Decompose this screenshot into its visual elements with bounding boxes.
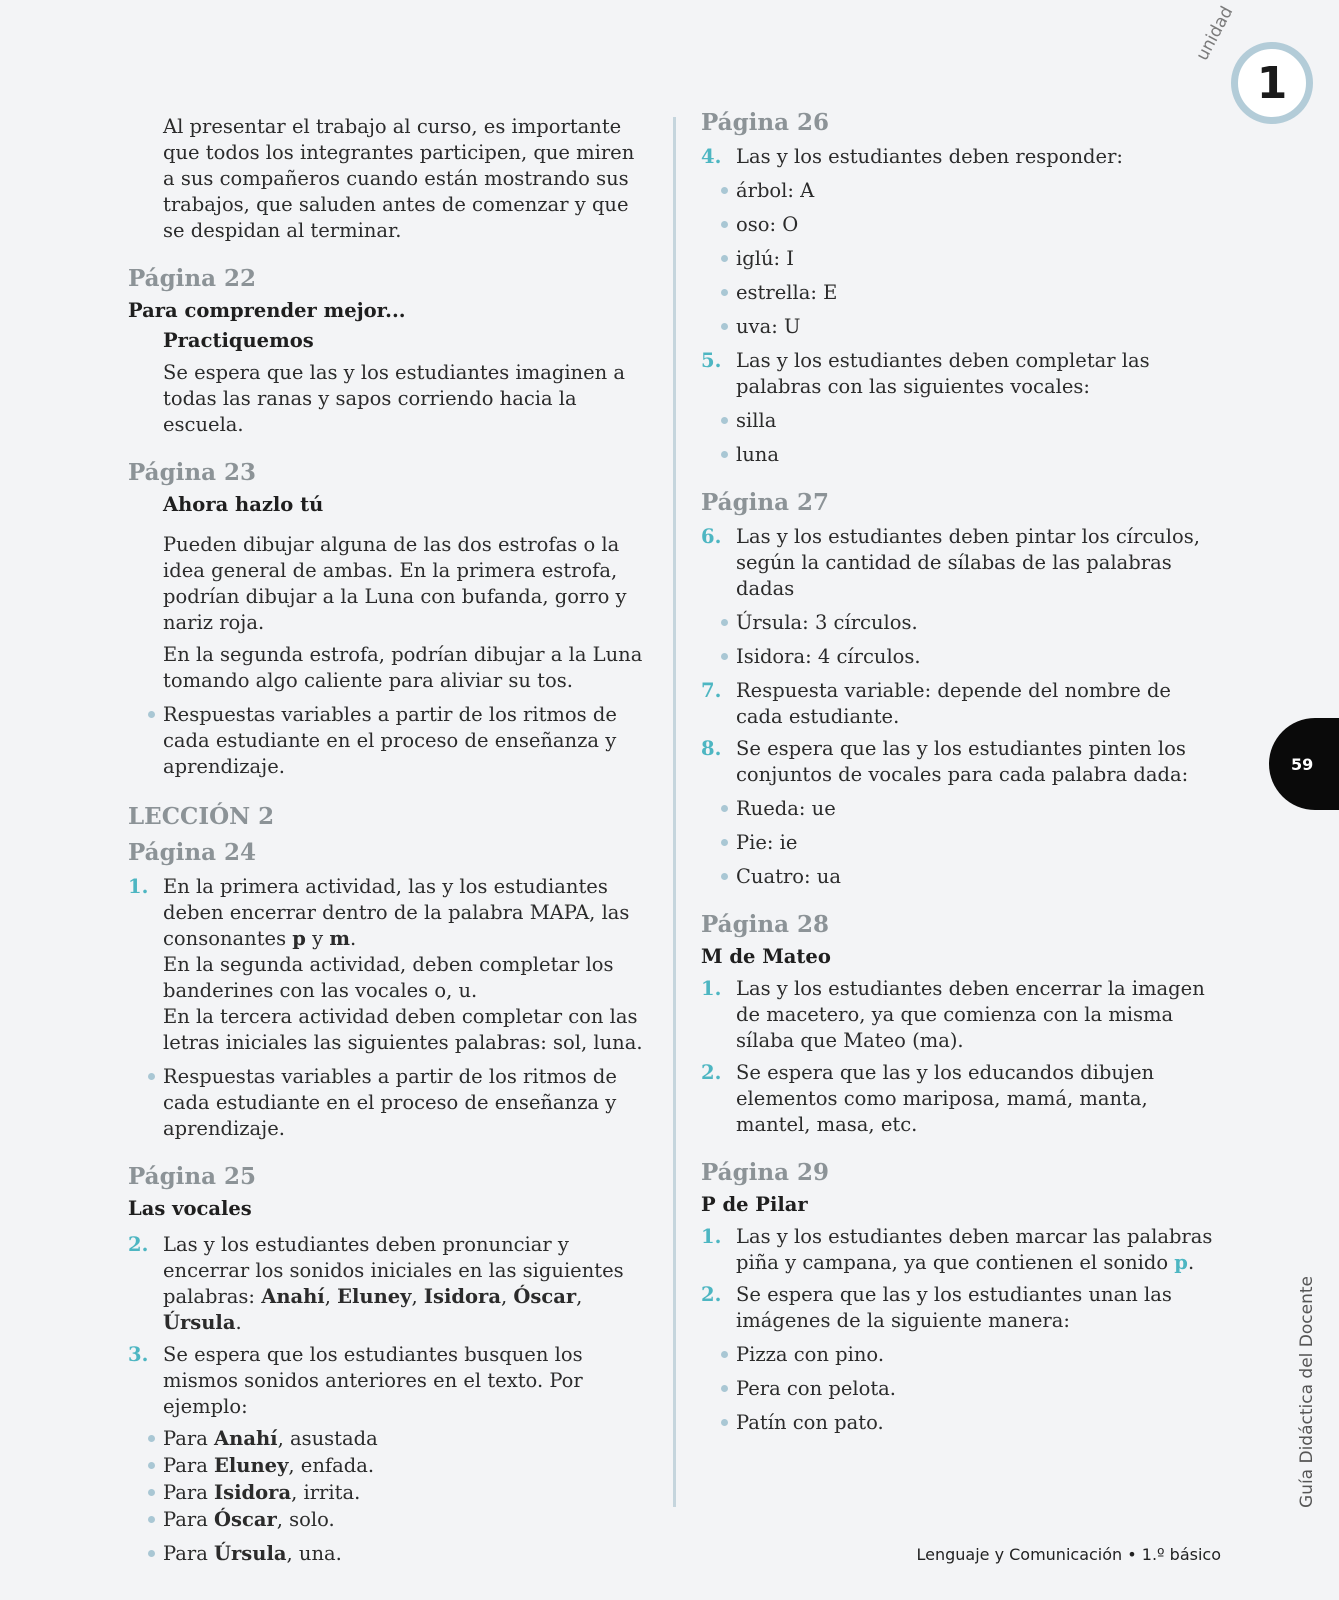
- name: Eluney: [337, 1285, 412, 1308]
- item-number: 1.: [128, 875, 149, 898]
- item-number: 5.: [701, 349, 722, 372]
- bullet-item: oso: O: [701, 212, 1221, 238]
- item-number: 7.: [701, 679, 722, 702]
- item-text: En la tercera actividad deben completar con las letras iniciales las siguientes palabras: sol, luna.: [163, 1005, 643, 1054]
- item-text: Las y los estudiantes deben pronunciar y encerrar los sonidos iniciales en las siguientes palabras:: [163, 1233, 624, 1308]
- footer-text: Lenguaje y Comunicación • 1.º básico: [916, 1545, 1221, 1564]
- numbered-item: [701, 524, 1221, 602]
- subsection-title: Ahora hazlo tú: [163, 493, 324, 516]
- conjunction: y: [305, 927, 330, 950]
- bullet-item: Pizza con pino.: [701, 1342, 1221, 1368]
- right-column: [701, 108, 1221, 1444]
- item-number: 4.: [701, 145, 722, 168]
- bullet-prefix: Para: [163, 1454, 215, 1477]
- name: Isidora: [214, 1481, 292, 1504]
- page-heading-22: Página 22: [128, 265, 257, 292]
- lesson-heading: LECCIÓN 2: [128, 803, 275, 830]
- page-heading-25: Página 25: [128, 1163, 257, 1190]
- bullet-item: árbol: A: [701, 178, 1221, 204]
- example-word: , enfada.: [288, 1454, 375, 1477]
- page-number-tab: 59: [1269, 718, 1339, 810]
- item-number: 2.: [701, 1061, 722, 1084]
- item-text: Se espera que los estudiantes busquen los mismos sonidos anteriores en el texto. Por ejemplo:: [163, 1343, 583, 1418]
- example-word: , solo.: [276, 1508, 335, 1531]
- bullet-item: Isidora: 4 círculos.: [701, 644, 1221, 670]
- bullet-prefix: Para: [163, 1508, 215, 1531]
- side-title: Guía Didáctica del Docente: [1297, 1276, 1317, 1508]
- period: .: [350, 927, 357, 950]
- bullet-item: Respuestas variables a partir de los ritmos de cada estudiante en el proceso de enseñanza y aprendizaje.: [128, 702, 652, 780]
- bullet-prefix: Para: [163, 1542, 215, 1565]
- bullet-item: luna: [701, 442, 1221, 468]
- name: Óscar: [513, 1285, 577, 1308]
- bullet-item: [128, 1541, 652, 1567]
- name: Úrsula: [163, 1311, 236, 1334]
- bullet-item: [128, 1507, 652, 1533]
- item-number: 1.: [701, 1225, 722, 1248]
- unidad-label: unidad: [1192, 3, 1238, 64]
- numbered-item: [701, 1224, 1221, 1276]
- numbered-item: [701, 348, 1221, 400]
- numbered-item: [128, 874, 652, 1056]
- bullet-item: iglú: I: [701, 246, 1221, 272]
- section-title: P de Pilar: [701, 1193, 808, 1216]
- page-heading-27: Página 27: [701, 489, 830, 516]
- bullet-item: uva: U: [701, 314, 1221, 340]
- item-number: 6.: [701, 525, 722, 548]
- item-number: 3.: [128, 1343, 149, 1366]
- name: Úrsula: [214, 1542, 287, 1565]
- item-text: En la segunda actividad, deben completar los banderines con las vocales o, u.: [163, 953, 614, 1002]
- item-text: En la primera actividad, las y los estudiantes deben encerrar dentro de la palabra MAPA, las consonantes: [163, 875, 630, 950]
- item-text: Las y los estudiantes deben completar las palabras con las siguientes vocales:: [736, 349, 1150, 398]
- item-number: 2.: [128, 1233, 149, 1256]
- numbered-item: [701, 678, 1221, 730]
- bullet-item: [128, 1426, 652, 1452]
- page-heading-24: Página 24: [128, 839, 257, 866]
- page-heading-28: Página 28: [701, 911, 830, 938]
- numbered-item: [128, 1342, 652, 1420]
- numbered-item: [701, 1282, 1221, 1334]
- section-title: M de Mateo: [701, 945, 831, 968]
- item-text: Las y los estudiantes deben marcar las palabras piña y campana, ya que contienen el sonido: [736, 1225, 1213, 1274]
- numbered-item: [701, 1060, 1221, 1138]
- numbered-item: [701, 736, 1221, 788]
- name: Anahí: [261, 1285, 325, 1308]
- item-number: 1.: [701, 977, 722, 1000]
- bullet-item: Pie: ie: [701, 830, 1221, 856]
- bullet-item: Rueda: ue: [701, 796, 1221, 822]
- item-text: Respuesta variable: depende del nombre de cada estudiante.: [736, 679, 1171, 728]
- column-divider: [673, 117, 676, 1507]
- paragraph: Se espera que las y los estudiantes imaginen a todas las ranas y sapos corriendo hacia la escuela.: [163, 361, 626, 436]
- bullet-item: [128, 1453, 652, 1479]
- section-title: Para comprender mejor...: [128, 299, 406, 322]
- letter-p: p: [292, 927, 306, 950]
- intro-paragraph: Al presentar el trabajo al curso, es importante que todos los integrantes participen, que miren a sus compañeros cuando están mostrando sus trabajos, que saluden antes de comenzar y que se despidan al terminar.: [163, 115, 635, 242]
- name: Óscar: [214, 1508, 277, 1531]
- numbered-item: 2. Las y los estudiantes deben pronunciar y encerrar los sonidos iniciales en las siguientes palabras: Anahí, Eluney, Isidora, Óscar, Úrsula.: [128, 1233, 624, 1334]
- item-text: Se espera que las y los educandos dibujen elementos como mariposa, mamá, manta, mantel, masa, etc.: [736, 1061, 1155, 1136]
- period: .: [1187, 1251, 1195, 1274]
- item-text: Se espera que las y los estudiantes unan las imágenes de la siguiente manera:: [736, 1283, 1172, 1332]
- page-heading-23: Página 23: [128, 459, 257, 486]
- name: Isidora: [423, 1285, 501, 1308]
- name: Eluney: [214, 1454, 289, 1477]
- bullet-prefix: Para: [163, 1481, 215, 1504]
- paragraph: Pueden dibujar alguna de las dos estrofas o la idea general de ambas. En la primera estrofa, podrían dibujar a la Luna con bufanda, gorro y nariz roja.: [163, 533, 627, 634]
- item-text: Se espera que las y los estudiantes pinten los conjuntos de vocales para cada palabra dada:: [736, 737, 1189, 786]
- unidad-number-badge: 1: [1231, 42, 1313, 124]
- bullet-item: estrella: E: [701, 280, 1221, 306]
- example-word: , irrita.: [291, 1481, 361, 1504]
- numbered-item: [701, 144, 1221, 170]
- left-column: [128, 108, 652, 1575]
- bullet-prefix: Para: [163, 1427, 215, 1450]
- numbered-item: [701, 976, 1221, 1054]
- paragraph: En la segunda estrofa, podrían dibujar a la Luna tomando algo caliente para aliviar su tos.: [163, 643, 643, 692]
- subsection-title: Practiquemos: [163, 329, 314, 352]
- section-title: Las vocales: [128, 1197, 252, 1220]
- page-heading-29: Página 29: [701, 1159, 830, 1186]
- letter-m: m: [329, 927, 350, 950]
- item-text: Las y los estudiantes deben pintar los círculos, según la cantidad de sílabas de las palabras dadas: [736, 525, 1200, 600]
- bullet-item: Cuatro: ua: [701, 864, 1221, 890]
- bullet-item: silla: [701, 408, 1221, 434]
- example-word: , asustada: [277, 1427, 378, 1450]
- name: Anahí: [214, 1427, 278, 1450]
- bullet-item: Pera con pelota.: [701, 1376, 1221, 1402]
- bullet-item: Patín con pato.: [701, 1410, 1221, 1436]
- bullet-item: [128, 1480, 652, 1506]
- bullet-item: Úrsula: 3 círculos.: [701, 610, 1221, 636]
- item-text: Las y los estudiantes deben encerrar la imagen de macetero, ya que comienza con la misma sílaba que Mateo (ma).: [736, 977, 1205, 1052]
- letter-p: p: [1174, 1251, 1188, 1274]
- item-number: 2.: [701, 1283, 722, 1306]
- item-text: Las y los estudiantes deben responder:: [736, 145, 1123, 168]
- example-word: , una.: [286, 1542, 342, 1565]
- bullet-item: Respuestas variables a partir de los ritmos de cada estudiante en el proceso de enseñanza y aprendizaje.: [128, 1064, 652, 1142]
- page-heading-26: Página 26: [701, 109, 830, 136]
- item-number: 8.: [701, 737, 722, 760]
